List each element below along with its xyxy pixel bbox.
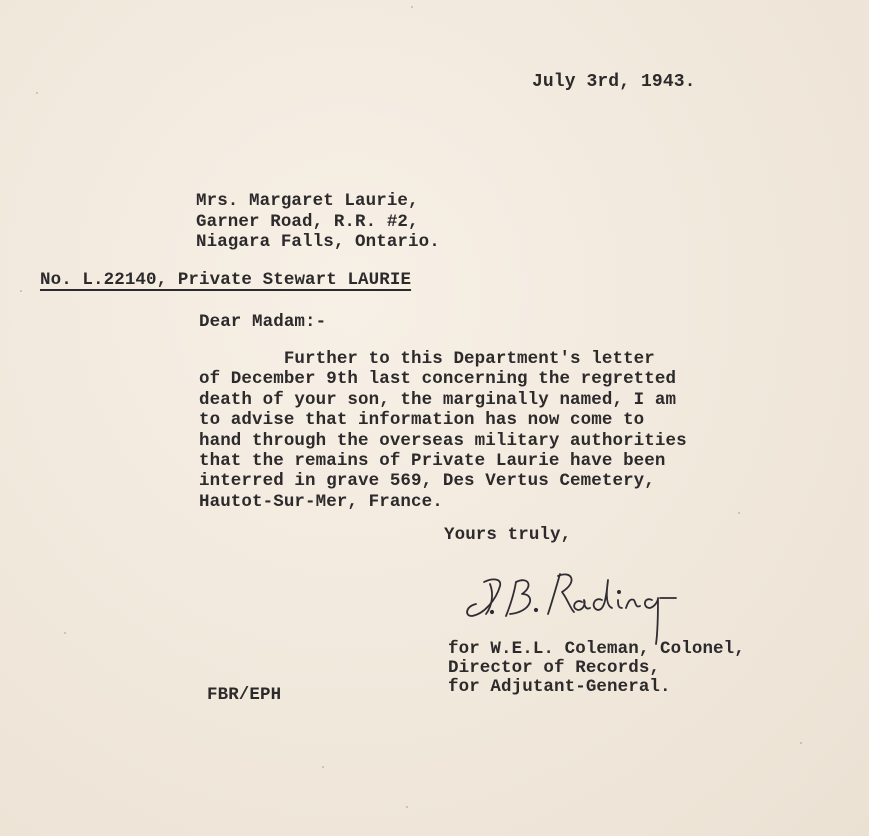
paper-speck [800, 742, 802, 744]
reference-line: No. L.22140, Private Stewart LAURIE [40, 270, 412, 290]
typist-initials: FBR/EPH [207, 685, 282, 705]
paper-speck [64, 632, 66, 634]
body-line: interred in grave 569, Des Vertus Cemetery, [199, 471, 655, 492]
body-line: death of your son, the marginally named, I am [199, 389, 677, 410]
body-line: of December 9th last concerning the regretted [199, 369, 677, 390]
signature-block [448, 640, 745, 697]
paper-speck [36, 92, 38, 94]
recipient-street: Garner Road, R.R. #2, [196, 211, 419, 232]
letter-date: July 3rd, 1943. [532, 72, 696, 92]
letter-body [199, 349, 687, 512]
body-line: that the remains of Private Laurie have been [199, 451, 666, 472]
signature-line: Director of Records, [448, 658, 661, 678]
paper-speck [738, 512, 740, 514]
paper-speck [411, 6, 413, 8]
paper-speck [322, 766, 324, 768]
recipient-address [196, 191, 440, 253]
paper-speck [406, 806, 408, 808]
paper-speck [20, 290, 22, 292]
body-line: Hautot-Sur-Mer, France. [199, 491, 443, 512]
signature-line: for Adjutant-General. [448, 677, 671, 697]
recipient-name: Mrs. Margaret Laurie, [196, 191, 419, 211]
body-line: to advise that information has now come to [199, 410, 645, 431]
body-line: Further to this Department's letter [199, 349, 655, 369]
signature-line: for W.E.L. Coleman, Colonel, [448, 639, 745, 659]
closing: Yours truly, [444, 525, 572, 545]
recipient-city: Niagara Falls, Ontario. [196, 232, 440, 252]
body-line: hand through the overseas military authorities [199, 430, 687, 451]
salutation: Dear Madam:- [199, 312, 327, 332]
